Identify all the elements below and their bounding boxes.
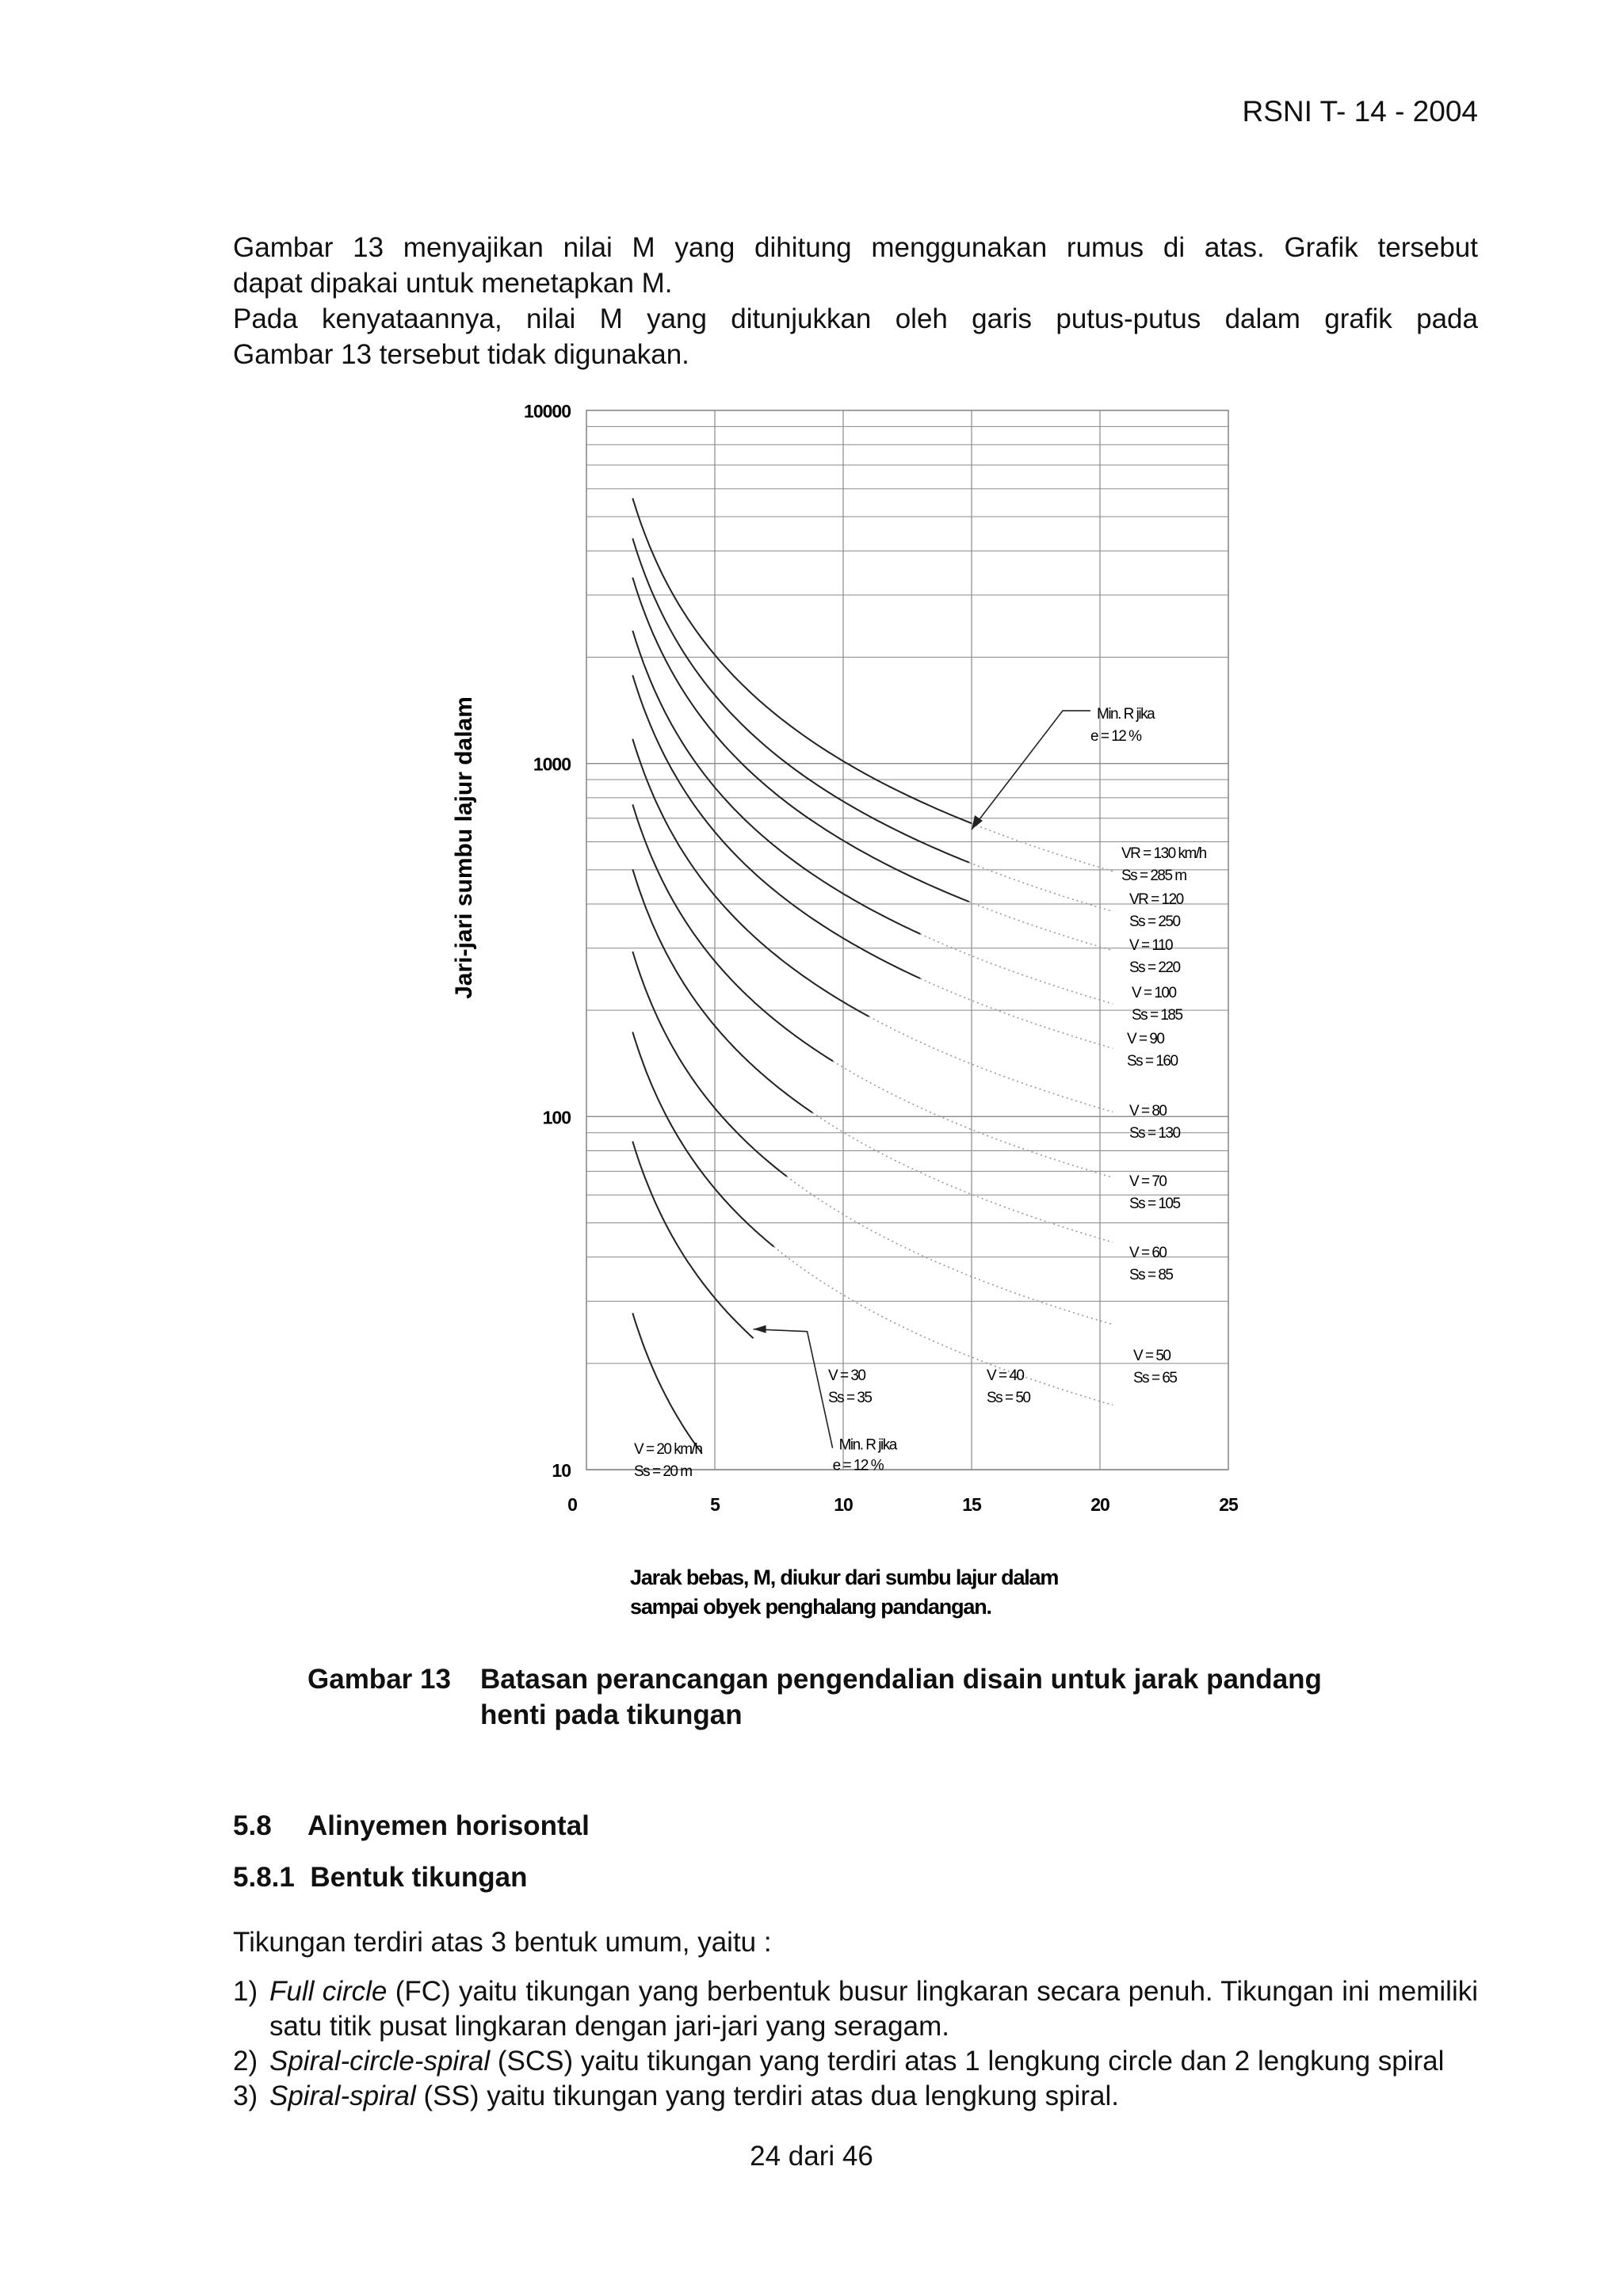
chart-axes [524,401,1239,1515]
series-label-sight-distance: Ss = 85 [1129,1267,1173,1283]
curve-dotted [869,1016,1113,1112]
series-label-sight-distance: Ss = 105 [1129,1196,1180,1212]
series-label-sight-distance: Ss = 250 [1129,913,1180,930]
x-axis-label-line-2: sampai obyek penghalang pandangan. [630,1595,991,1619]
figure-caption [307,1661,1322,1733]
curve-dotted [920,978,1113,1048]
series-label-speed: V = 20 km/h [634,1441,702,1458]
curve-solid [632,1313,702,1453]
chart-series-labels [634,845,1207,1480]
series-label-sight-distance: Ss = 50 [987,1390,1030,1406]
annotation-leader [754,1329,833,1448]
y-tick-label: 1000 [533,753,571,775]
curve-dotted [920,934,1113,1004]
x-tick-label: 10 [834,1494,853,1515]
figure-caption-line-1: Batasan perancangan pengendalian disain untuk jarak pandang [480,1664,1322,1695]
annotation-text: e = 12 % [1090,728,1141,746]
series-label-sight-distance: Ss = 20 m [634,1463,692,1480]
curve-dotted [969,902,1113,951]
series-label-speed: V = 60 [1129,1245,1167,1261]
curve-type-list [233,1974,1478,2114]
series-label-speed: V = 30 [828,1367,865,1384]
series-label-speed: V = 40 [987,1367,1024,1384]
list-item-number: 3) [233,2081,258,2111]
section-heading-5-8-1 [233,1862,528,1894]
series-label-sight-distance: Ss = 130 [1129,1125,1180,1142]
annotation-text: Min. R jika [1097,706,1155,723]
curve-dotted [972,823,1113,871]
curve-solid [632,675,920,978]
page-number: 24 dari 46 [750,2141,873,2172]
list-item [233,1974,1478,2044]
y-tick-label: 10000 [524,401,571,421]
series-label-sight-distance: Ss = 35 [828,1390,872,1406]
intro-paragraph-1 [233,230,1478,301]
y-tick-label: 100 [542,1107,571,1128]
list-item [233,2044,1478,2079]
y-axis-label: Jari-jari sumbu lajur dalam [451,696,477,999]
series-label-sight-distance: Ss = 65 [1133,1370,1177,1386]
annotation-text: Min. R jika [838,1436,896,1454]
curve-solid [632,1032,773,1247]
x-tick-label: 15 [962,1494,981,1515]
figure-13 [428,396,1316,1632]
annotation-text: e = 12 % [832,1457,884,1474]
series-label-sight-distance: Ss = 160 [1127,1053,1178,1070]
intro-paragraph-2-line-2: Gambar 13 tersebut tidak digunakan. [233,339,689,370]
curve-dotted [787,1177,1113,1325]
curve-solid [632,739,869,1016]
sight-distance-chart [428,396,1316,1632]
list-item [233,2079,1478,2114]
list-item-term: Spiral-spiral [269,2081,416,2111]
subsection-title: Bentuk tikungan [310,1862,528,1893]
section-number: 5.8 [233,1810,272,1841]
intro-paragraph-2-line-1: Pada kenyataannya, nilai M yang ditunjukkan oleh garis putus-putus dalam grafik pada [233,303,1478,334]
subsection-number: 5.8.1 [233,1862,295,1893]
list-item-text: (SS) yaitu tikungan yang terdiri atas dua lengkung spiral. [415,2081,1119,2111]
chart-curves [632,498,1113,1454]
series-label-speed: VR = 130 km/h [1121,845,1206,862]
series-label-sight-distance: Ss = 185 [1132,1007,1182,1024]
series-label-speed: V = 110 [1129,937,1173,954]
intro-paragraph-1-line-2: dapat dipakai untuk menetapkan M. [233,268,673,299]
list-item-text: (SCS) yaitu tikungan yang terdiri atas 1 lengkung circle dan 2 lengkung spiral [490,2046,1445,2077]
x-tick-label: 5 [710,1494,720,1515]
section-title: Alinyemen horisontal [307,1810,590,1841]
y-tick-label: 10 [552,1460,571,1481]
annotation-leader [972,711,1090,830]
x-tick-label: 0 [567,1494,577,1515]
series-label-speed: V = 70 [1129,1173,1167,1190]
series-label-speed: V = 80 [1129,1103,1167,1119]
curve-dotted [833,1061,1113,1177]
list-intro: Tikungan terdiri atas 3 bentuk umum, yaitu : [233,1927,772,1958]
curve-solid [632,804,833,1061]
figure-caption-number: Gambar 13 [307,1664,451,1695]
series-label-sight-distance: Ss = 220 [1129,959,1180,976]
list-item-number: 1) [233,1976,258,2007]
figure-caption-line-2: henti pada tikungan [480,1699,743,1730]
curve-solid [632,869,812,1112]
x-tick-label: 25 [1219,1494,1238,1515]
x-axis-label-line-1: Jarak bebas, M, diukur dari sumbu lajur dalam [630,1566,1059,1589]
x-tick-label: 20 [1090,1494,1109,1515]
list-item-number: 2) [233,2046,258,2077]
list-item-text: (FC) yaitu tikungan yang berbentuk busur lingkaran secara penuh. Tikungan ini memiliki satu titik pusat lingkaran dengan jari-jari yang seragam. [269,1976,1479,2042]
list-item-term: Full circle [269,1976,388,2007]
series-label-speed: V = 50 [1133,1348,1170,1364]
curve-dotted [774,1247,1113,1405]
series-label-speed: V = 90 [1127,1031,1164,1047]
series-label-sight-distance: Ss = 285 m [1121,868,1186,884]
intro-paragraph-2 [233,301,1478,372]
intro-paragraph-1-line-1: Gambar 13 menyajikan nilai M yang dihitung menggunakan rumus di atas. Grafik tersebut [233,232,1478,263]
curve-solid [632,952,786,1177]
document-code: RSNI T- 14 - 2004 [1242,95,1478,128]
series-label-speed: VR = 120 [1129,891,1183,908]
curve-solid [632,631,920,934]
annotation-arrowhead [754,1325,766,1333]
series-label-speed: V = 100 [1132,985,1176,1001]
section-heading-5-8 [233,1810,590,1842]
list-item-term: Spiral-circle-spiral [269,2046,491,2077]
